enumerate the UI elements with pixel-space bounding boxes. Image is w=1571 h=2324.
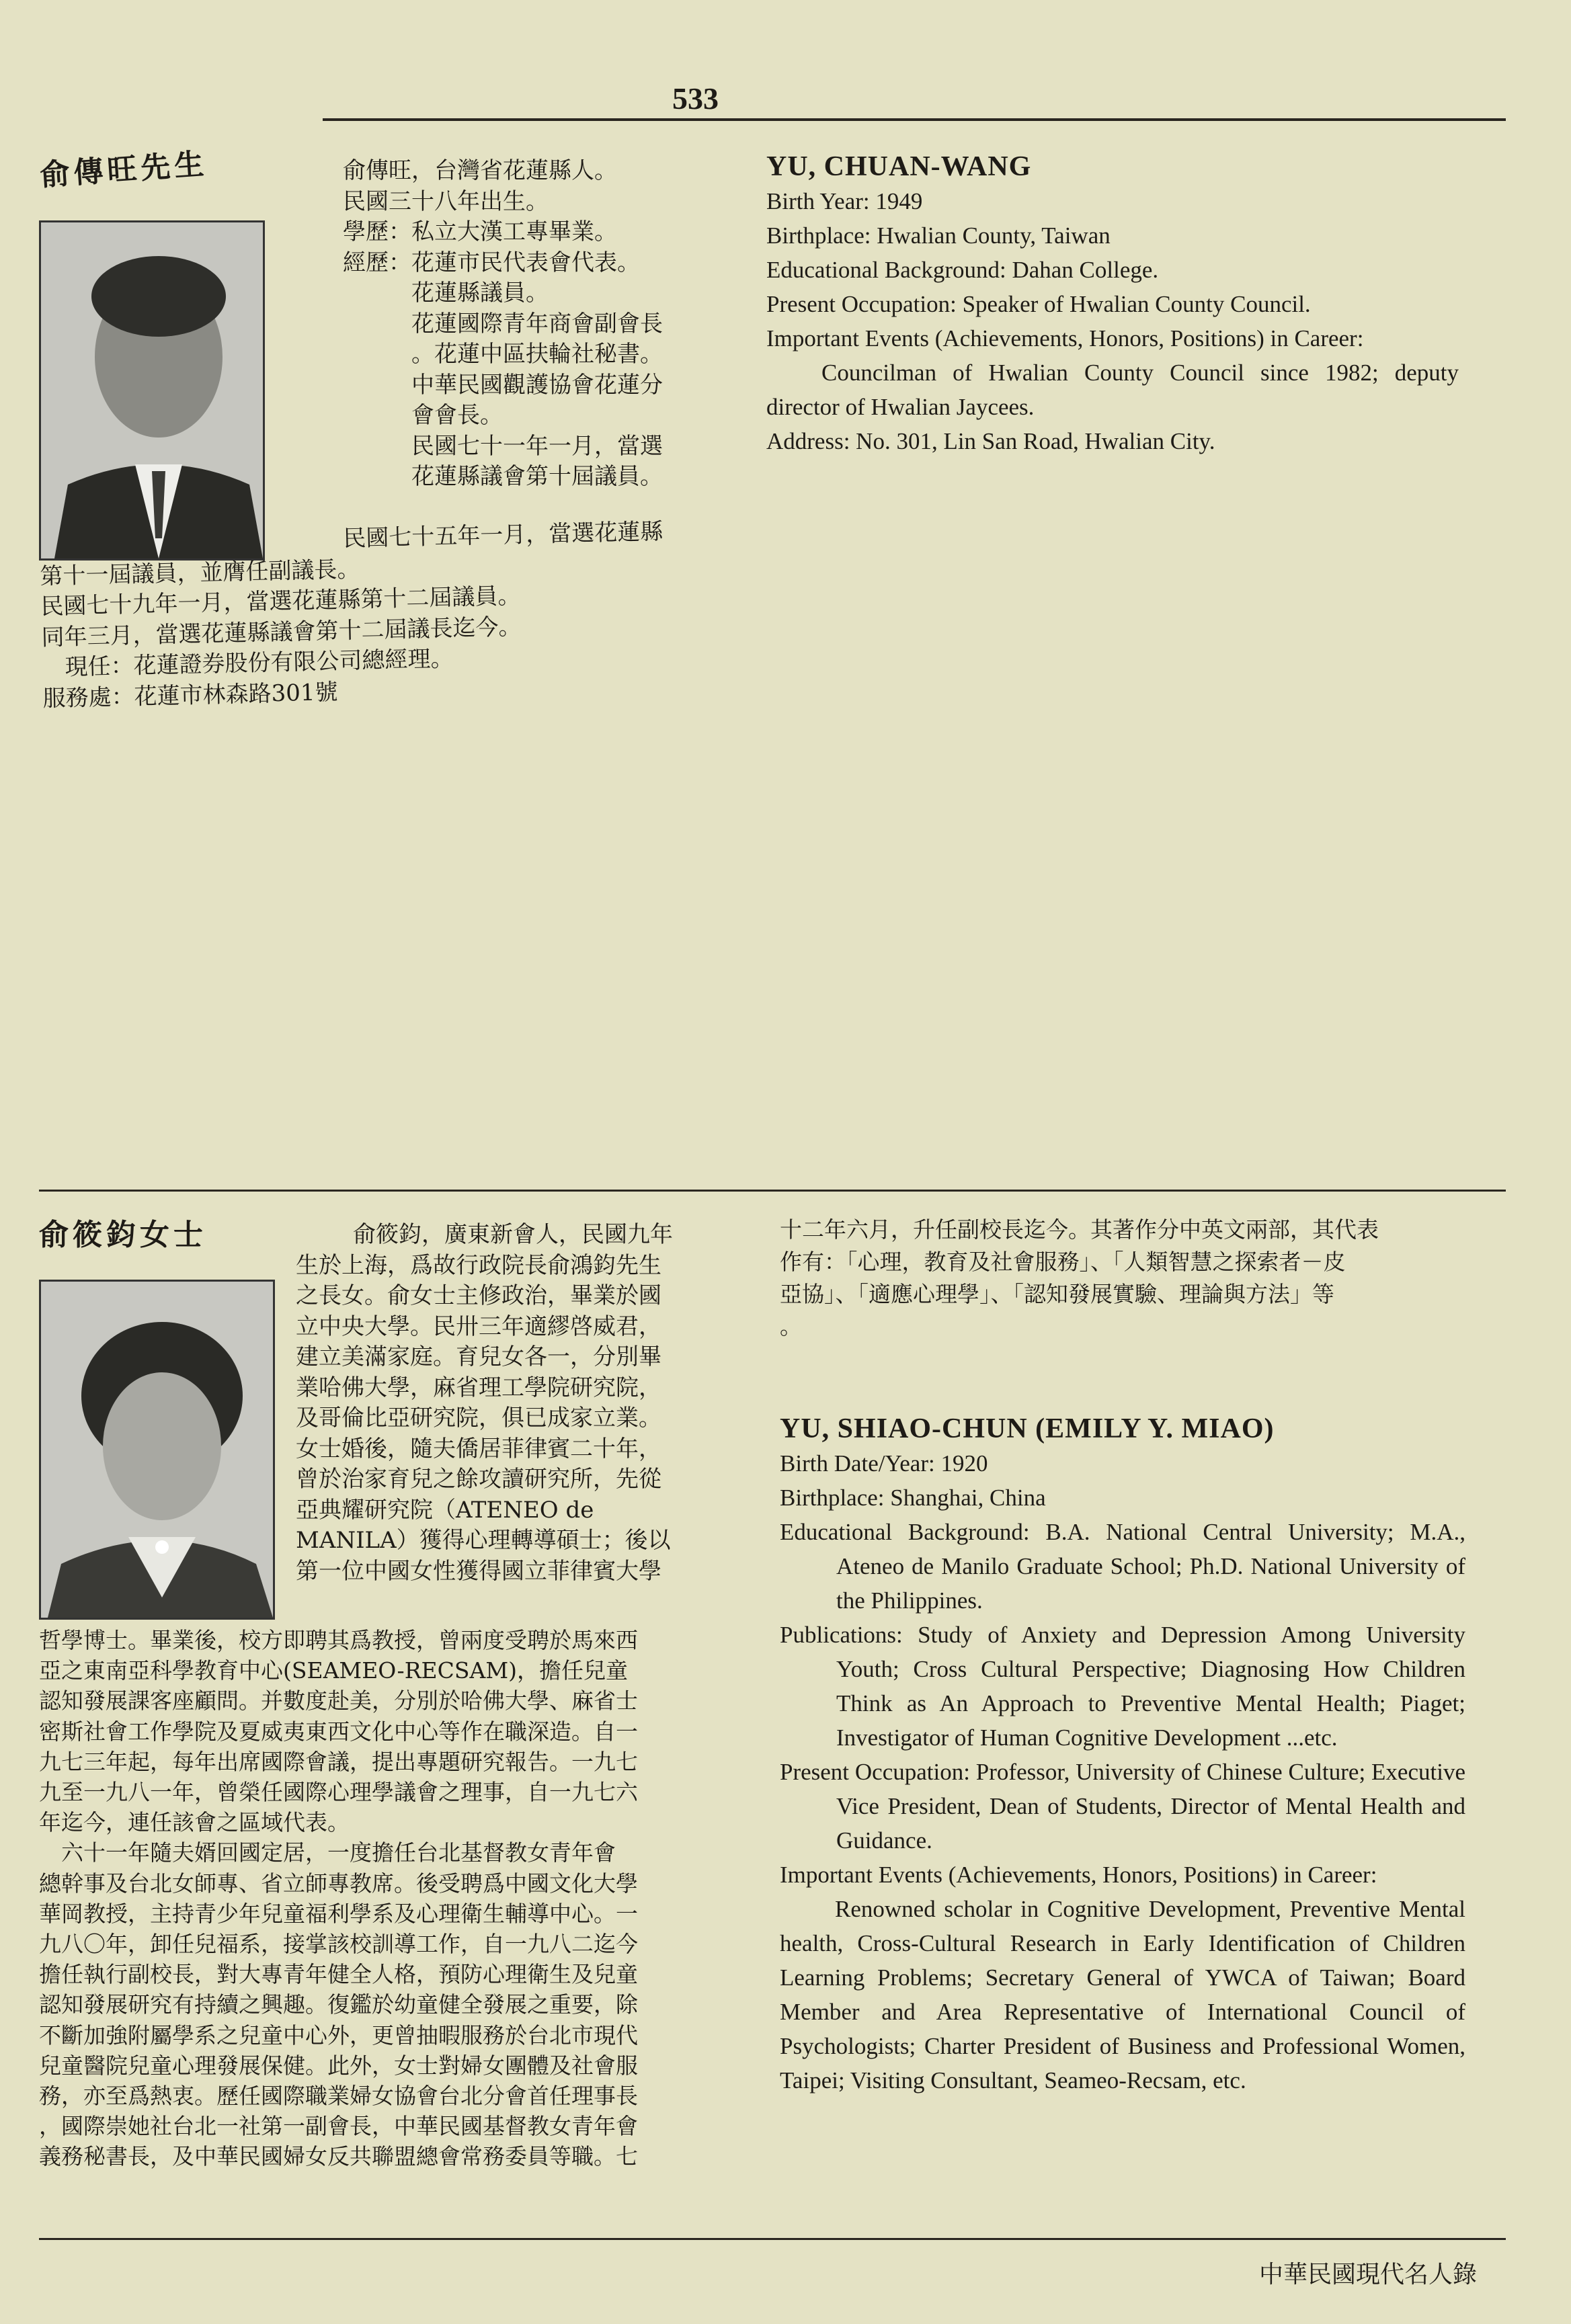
bio-line: 華岡教授，主持青少年兒童福利學系及心理衛生輔導中心。一 [39, 1900, 638, 1927]
address: Address: No. 301, Lin San Road, Hwalian City. [766, 428, 1215, 454]
bio-line: 曾於治家育兒之餘攻讀研究所，先從 [296, 1466, 661, 1493]
bio-line: 九八〇年，卸任兒福系，接掌該校訓導工作，自一九八二迄今 [39, 1931, 638, 1958]
bio-line: 務，亦至爲熱衷。歷任國際職業婦女協會台北分會首任理事長 [39, 2083, 638, 2110]
entry2-en-name: YU, SHIAO-CHUN (EMILY Y. MIAO) [780, 1413, 1275, 1444]
bio-line: 認知發展研究有持續之興趣。復鑑於幼童健全發展之重要，除 [39, 1991, 638, 2018]
page-number: 533 [672, 81, 719, 116]
bio-line: 中華民國觀護協會花蓮分 [343, 371, 663, 399]
bio-line: 總幹事及台北女師專、省立師專教席。後受聘爲中國文化大學 [39, 1870, 638, 1897]
bio-line: 第一位中國女性獲得國立菲律賓大學 [296, 1557, 661, 1585]
bio-line: 建立美滿家庭。育兒女各一，分別畢 [296, 1343, 661, 1370]
portrait-man-icon [41, 222, 263, 558]
bio-line: 會會長。 [343, 402, 503, 429]
entry2-zh-bio-right [780, 1214, 1379, 1343]
entry2-zh-bio-bottom [39, 1625, 638, 2172]
bio-line: 民國七十五年一月，當選花蓮縣 [342, 517, 663, 552]
bio-line: 之長女。俞女士主修政治，畢業於國 [296, 1282, 661, 1309]
bio-line: 作有：「心理，教育及社會服務」、「人類智慧之探索者－皮 [780, 1249, 1346, 1275]
birthplace: Birthplace: Hwalian County, Taiwan [766, 222, 1111, 249]
bio-line: 密斯社會工作學院及夏威夷東西文化中心等作在職深造。自一 [39, 1718, 638, 1745]
bio-line: 服務處：花蓮市林森路301號 [42, 678, 338, 712]
entry1-portrait [39, 220, 265, 561]
events: Renowned scholar in Cognitive Development, Preventive Mental health, Cross-Cultural Research in Early Identification of Children Learning Problems; Secretary General of YWCA of Taiwan; Board Member and Area Representative of International Council of Psychologists; Charter President of Business and Professional Women, Taipei; Visiting Consultant, Seameo-Recsam, etc. [780, 1896, 1465, 2093]
bio-line: 民國三十八年出生。 [343, 188, 549, 215]
education: Educational Background: Dahan College. [766, 257, 1159, 283]
portrait-woman-icon [41, 1282, 273, 1618]
bio-line: 學歷：私立大漢工專畢業。 [343, 218, 617, 245]
bio-line: 第十一屆議員，並膺任副議長。 [40, 555, 360, 590]
bio-line: ，國際崇她社台北一社第一副會長，中華民國基督教女青年會 [39, 2113, 638, 2140]
bio-line: 花蓮縣議員。 [343, 280, 549, 306]
entry2-portrait [39, 1280, 275, 1620]
events-label: Important Events (Achievements, Honors, Positions) in Career: [780, 1862, 1377, 1888]
birthplace: Birthplace: Shanghai, China [780, 1485, 1046, 1511]
section-rule [39, 1190, 1506, 1192]
bio-line: 亞典耀研究院（ATENEO de [296, 1496, 594, 1524]
bio-line: 九至一九八一年，曾榮任國際心理學議會之理事，自一九七六 [39, 1779, 638, 1806]
birth-year: Birth Year: 1949 [766, 188, 923, 214]
bio-line: 認知發展課客座顧問。并數度赴美，分別於哈佛大學、麻省士 [39, 1688, 638, 1714]
occupation: Present Occupation: Speaker of Hwalian County Council. [766, 291, 1311, 317]
entry1-zh-bio [343, 156, 663, 493]
bio-line: 不斷加強附屬學系之兒童中心外，更曾抽暇服務於台北市現代 [39, 2022, 638, 2048]
bio-line: 女士婚後，隨夫僑居菲律賓二十年， [296, 1435, 661, 1462]
birth-year: Birth Date/Year: 1920 [780, 1450, 988, 1477]
bio-line: 擔任執行副校長，對大專青年健全人格，預防心理衛生及兒童 [39, 1961, 638, 1988]
publications: Publications: Study of Anxiety and Depression Among University Youth; Cross Cultural Perspective; Diagnosing How Children Think as An Approach to Preventive Mental Health; Piaget; Investigator of Human Cognitive Development ...etc. [780, 1622, 1465, 1751]
entry1-zh-bio-cont [39, 517, 667, 714]
footer-rule [39, 2238, 1506, 2240]
bio-line: 俞筱鈞，廣東新會人，民國九年 [353, 1221, 673, 1248]
bio-line: 兒童醫院兒童心理發展保健。此外，女士對婦女團體及社會服 [39, 2052, 638, 2079]
bio-line: 及哥倫比亞研究院，俱已成家立業。 [296, 1405, 661, 1431]
bio-line: 生於上海，爲故行政院長俞鴻鈞先生 [296, 1251, 661, 1279]
entry1-zh-name: 俞傳旺先生 [39, 147, 209, 193]
bio-line: 年迄今，連任該會之區域代表。 [39, 1809, 350, 1836]
bio-line: 六十一年隨夫婿回國定居，一度擔任台北基督教女青年會 [39, 1839, 616, 1866]
entry2-zh-bio-top [296, 1220, 673, 1587]
bio-line: 哲學博士。畢業後，校方即聘其爲教授，曾兩度受聘於馬來西 [39, 1627, 638, 1653]
education: Educational Background: B.A. National Central University; M.A., Ateneo de Manilo Graduate School; Ph.D. National University of the Philippines. [780, 1519, 1465, 1614]
bio-line: 花蓮國際青年商會副會長 [343, 310, 663, 337]
bio-line: 。花蓮中區扶輪社秘書。 [343, 341, 663, 368]
entry1-en-name: YU, CHUAN-WANG [766, 151, 1032, 182]
bio-line: 花蓮縣議會第十屆議員。 [343, 463, 663, 490]
occupation: Present Occupation: Professor, University of Chinese Culture; Executive Vice President, Dean of Students, Director of Mental Health and Guidance. [780, 1759, 1465, 1854]
bio-line: 十二年六月，升任副校長迄今。其著作分中英文兩部，其代表 [780, 1216, 1379, 1243]
header-rule [323, 118, 1506, 121]
bio-line: 民國七十九年一月，當選花蓮縣第十二屆議員。 [40, 582, 521, 620]
bio-line: 民國七十一年一月，當選 [343, 432, 663, 460]
entry1-en-bio [766, 149, 1459, 458]
events: Councilman of Hwalian County Council since 1982; deputy director of Hwalian Jaycees. [766, 360, 1459, 420]
bio-line: 現任：花蓮證券股份有限公司總經理。 [42, 645, 454, 681]
bio-line: 經歷：花蓮市民代表會代表。 [343, 249, 640, 276]
entry2-en-bio [780, 1411, 1465, 2098]
events-label: Important Events (Achievements, Honors, Positions) in Career: [766, 325, 1364, 351]
bio-line: 九七三年起，每年出席國際會議，提出專題研究報告。一九七 [39, 1748, 638, 1775]
bio-line: MANILA）獲得心理轉導碩士；後以 [296, 1527, 671, 1554]
bio-line: 同年三月，當選花蓮縣議會第十二屆議長迄今。 [41, 613, 522, 651]
bio-line: 亞之東南亞科學教育中心(SEAMEO-RECSAM)，擔任兒童 [39, 1657, 628, 1684]
bio-line: 業哈佛大學，麻省理工學院研究院， [296, 1374, 661, 1401]
entry2-zh-name: 俞筱鈞女士 [39, 1218, 207, 1252]
bio-line: 義務秘書長，及中華民國婦女反共聯盟總會常務委員等職。七 [39, 2143, 638, 2170]
bio-line: 。 [780, 1313, 802, 1339]
bio-line: 亞協」、「適應心理學」、「認知發展實驗、理論與方法」等 [780, 1281, 1334, 1307]
bio-line: 俞傳旺，台灣省花蓮縣人。 [343, 157, 617, 184]
bio-line: 立中央大學。民卅三年適繆啓威君， [296, 1313, 661, 1340]
book-title-footer: 中華民國現代名人錄 [1258, 2261, 1477, 2288]
